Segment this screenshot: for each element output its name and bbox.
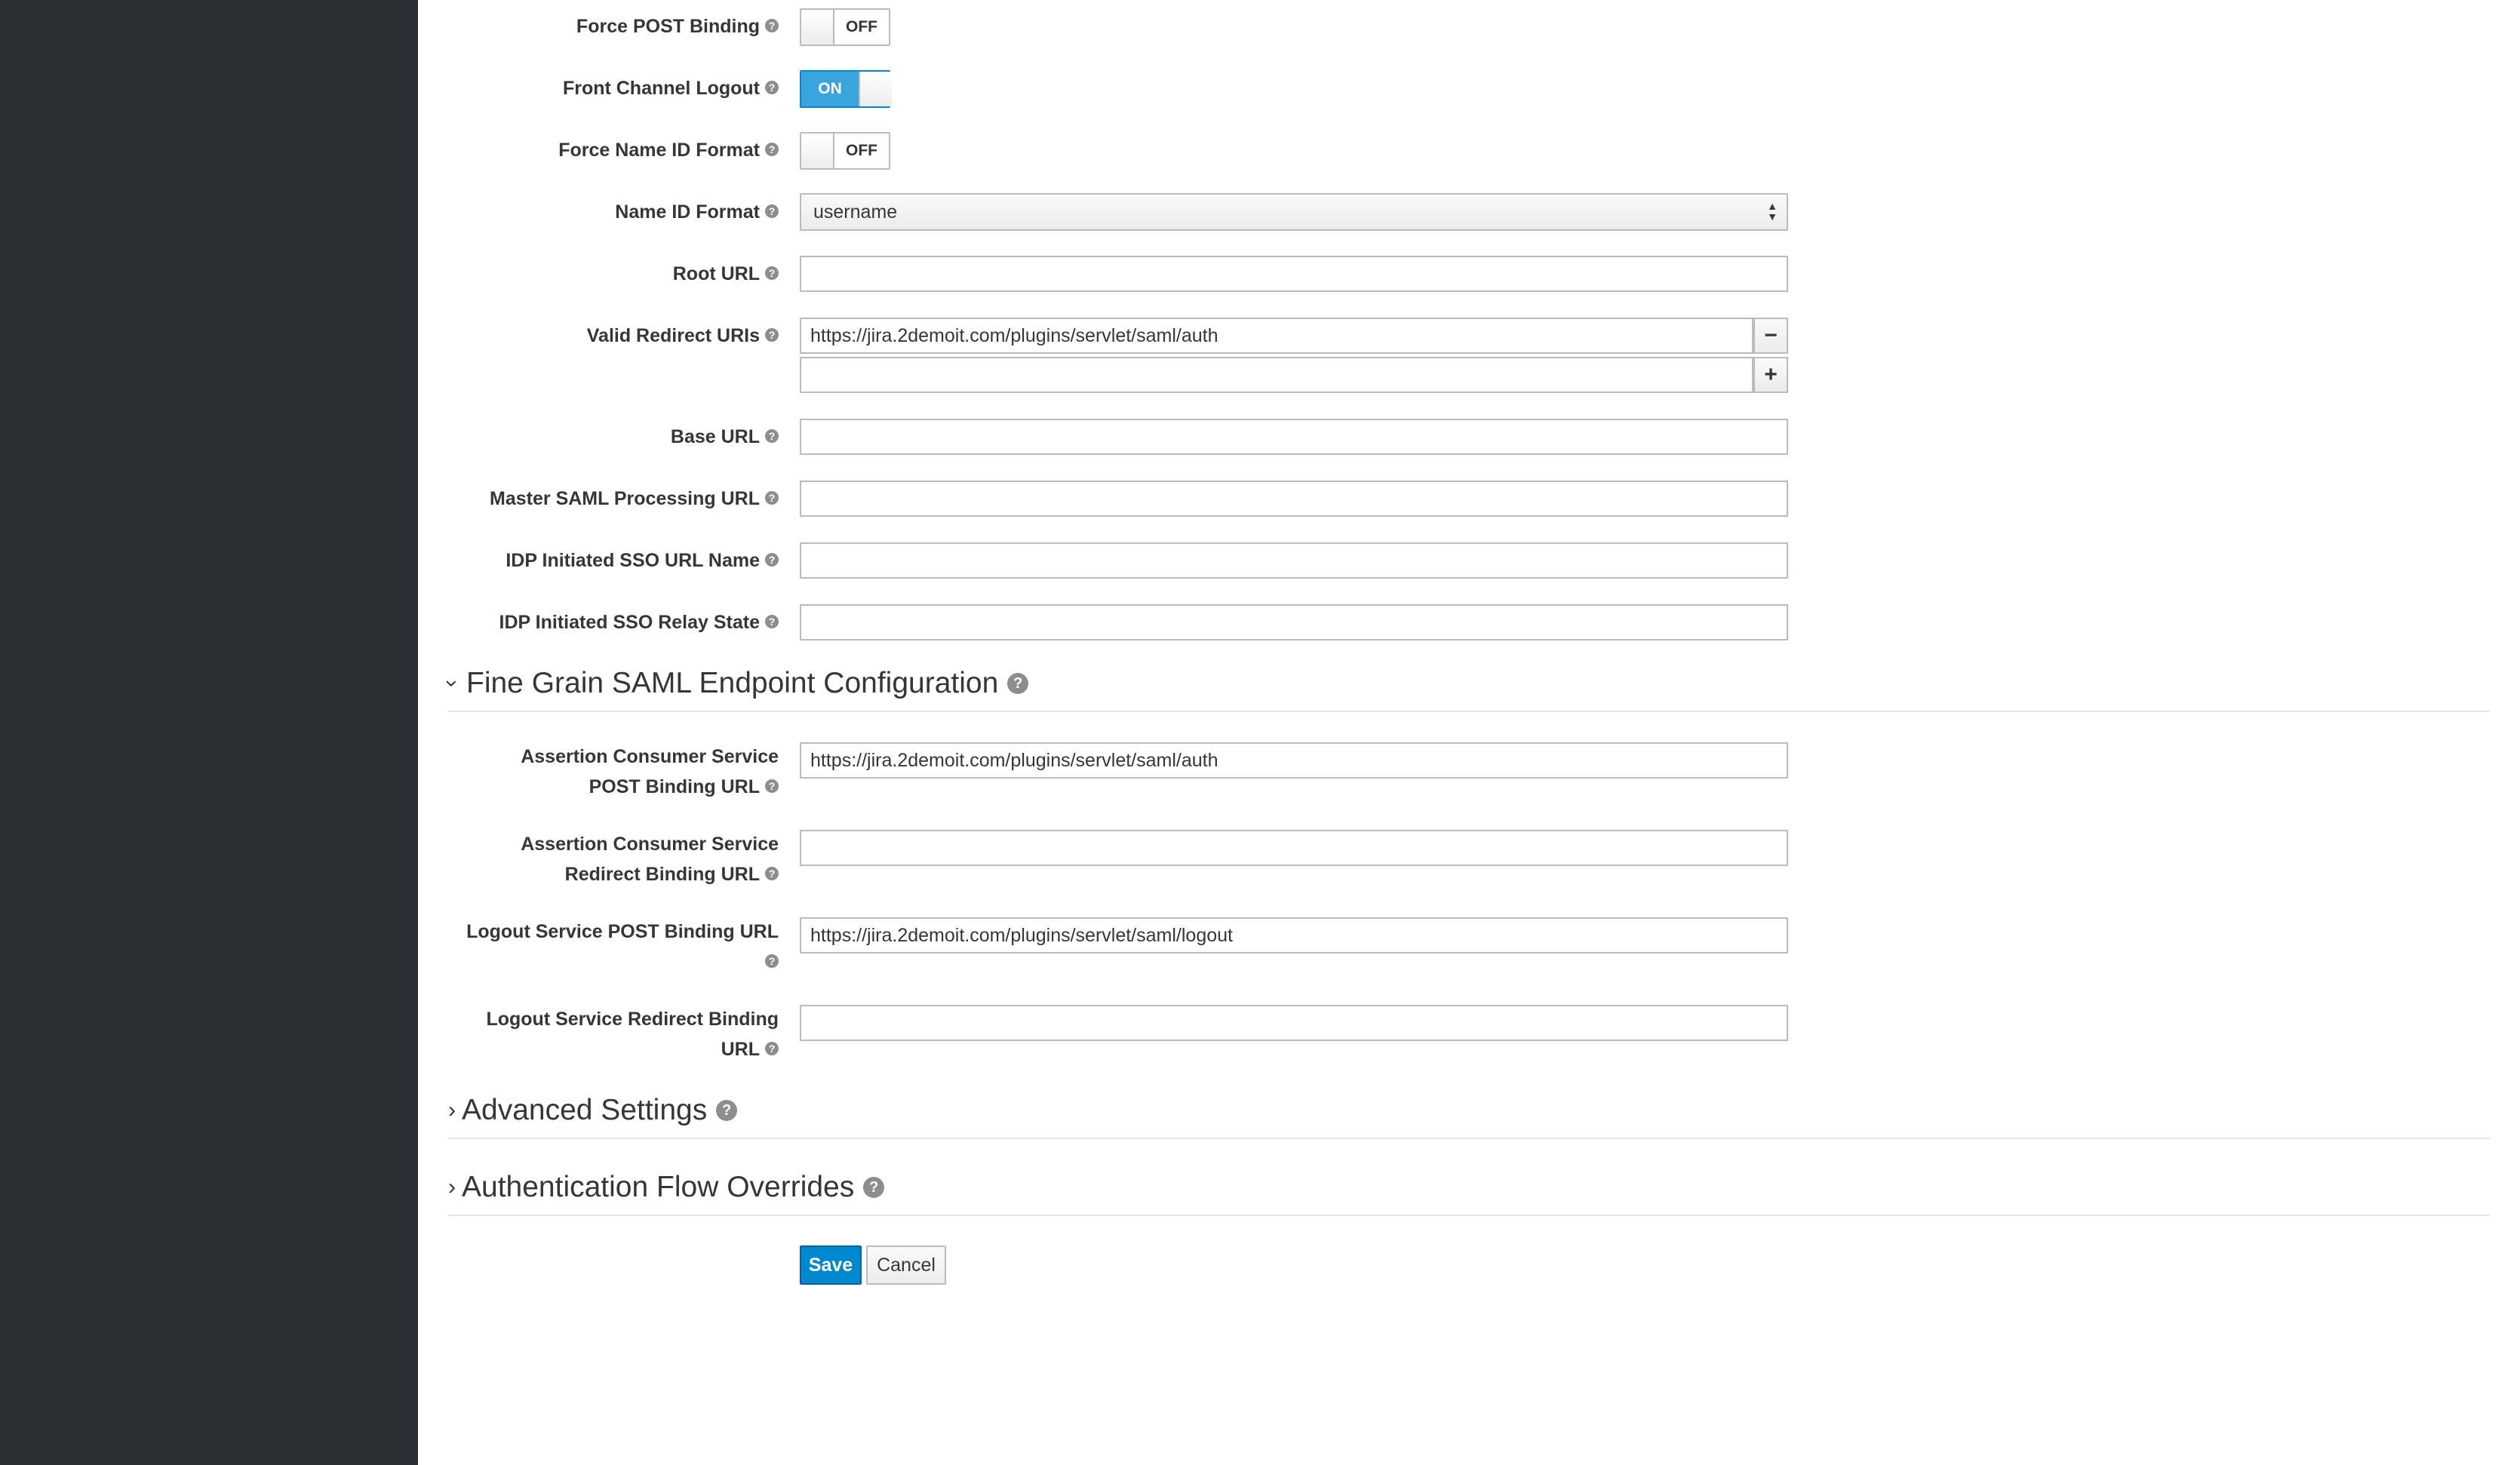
idp-sso-url-name-input[interactable] <box>800 542 1788 579</box>
help-icon[interactable]: ? <box>765 954 779 968</box>
cancel-button[interactable]: Cancel <box>866 1245 946 1285</box>
fine-grain-section-header[interactable] <box>440 667 2490 712</box>
chevron-right-icon: › <box>448 1175 456 1199</box>
acs-post-label-line1: Assertion Consumer Service <box>521 746 779 767</box>
idp-sso-relay-state-label: IDP Initiated SSO Relay State <box>499 612 760 633</box>
help-icon[interactable]: ? <box>765 429 779 443</box>
logout-post-binding-url-input[interactable]: https://jira.2demoit.com/plugins/servlet/saml/logout <box>800 917 1788 954</box>
help-icon[interactable]: ? <box>765 1042 779 1055</box>
redirect-uri-input[interactable] <box>800 357 1753 393</box>
chevron-down-icon: › <box>440 680 465 687</box>
advanced-settings-title: Advanced Settings <box>462 1094 708 1126</box>
toggle-knob <box>859 72 892 106</box>
help-icon[interactable]: ? <box>863 1177 884 1198</box>
help-icon[interactable]: ? <box>765 491 779 505</box>
force-post-binding-label: Force POST Binding <box>576 16 760 37</box>
toggle-state: OFF <box>846 142 877 159</box>
help-icon[interactable]: ? <box>765 615 779 628</box>
help-icon[interactable]: ? <box>765 19 779 32</box>
toggle-state: ON <box>801 72 859 106</box>
redirect-uri-input[interactable]: https://jira.2demoit.com/plugins/servlet/saml/auth <box>800 318 1753 354</box>
help-icon[interactable]: ? <box>765 266 779 280</box>
help-icon[interactable]: ? <box>765 779 779 793</box>
valid-redirect-uris-label: Valid Redirect URIs <box>586 325 760 346</box>
base-url-input[interactable] <box>800 419 1788 455</box>
remove-uri-button[interactable]: − <box>1753 318 1788 354</box>
acs-post-binding-url-input[interactable]: https://jira.2demoit.com/plugins/servlet/saml/auth <box>800 742 1788 779</box>
master-saml-processing-url-input[interactable] <box>800 481 1788 517</box>
help-icon[interactable]: ? <box>765 81 779 94</box>
logout-post-label-line1: Logout Service POST Binding URL <box>466 921 779 942</box>
logout-redirect-binding-url-input[interactable] <box>800 1005 1788 1041</box>
acs-redirect-binding-url-input[interactable] <box>800 830 1788 866</box>
help-icon[interactable]: ? <box>765 553 779 567</box>
toggle-state: OFF <box>846 18 877 35</box>
base-url-label: Base URL <box>670 426 760 447</box>
advanced-settings-section-header[interactable] <box>448 1094 2490 1139</box>
force-name-id-format-label: Force Name ID Format <box>558 140 760 161</box>
add-uri-button[interactable]: + <box>1753 357 1788 393</box>
auth-flow-overrides-title: Authentication Flow Overrides <box>462 1171 855 1203</box>
acs-post-label-line2: POST Binding URL <box>589 776 760 797</box>
help-icon[interactable]: ? <box>1007 673 1028 694</box>
force-name-id-format-toggle[interactable] <box>800 132 890 170</box>
master-saml-processing-url-label: Master SAML Processing URL <box>490 488 760 509</box>
logout-redirect-label-line2: URL <box>721 1039 760 1060</box>
help-icon[interactable]: ? <box>765 328 779 342</box>
toggle-knob <box>801 134 834 168</box>
select-value: username <box>813 201 898 223</box>
save-button[interactable]: Save <box>800 1245 862 1285</box>
logout-redirect-label-line1: Logout Service Redirect Binding <box>486 1009 779 1030</box>
acs-redirect-label-line1: Assertion Consumer Service <box>521 834 779 855</box>
front-channel-logout-toggle[interactable] <box>800 70 890 108</box>
help-icon[interactable]: ? <box>765 867 779 880</box>
auth-flow-overrides-section-header[interactable] <box>448 1171 2490 1216</box>
client-settings-form <box>418 0 2520 1465</box>
force-post-binding-toggle[interactable] <box>800 8 890 46</box>
help-icon[interactable]: ? <box>765 143 779 156</box>
sidebar <box>0 0 418 1465</box>
root-url-label: Root URL <box>672 263 760 284</box>
fine-grain-section-title: Fine Grain SAML Endpoint Configuration <box>466 667 999 699</box>
help-icon[interactable]: ? <box>716 1100 737 1121</box>
idp-sso-url-name-label: IDP Initiated SSO URL Name <box>506 550 760 571</box>
chevron-right-icon: › <box>448 1098 456 1123</box>
toggle-knob <box>801 10 834 45</box>
acs-redirect-label-line2: Redirect Binding URL <box>564 864 760 885</box>
name-id-format-select[interactable] <box>800 193 1788 231</box>
front-channel-logout-label: Front Channel Logout <box>562 78 760 99</box>
name-id-format-label: Name ID Format <box>615 201 760 223</box>
help-icon[interactable]: ? <box>765 204 779 218</box>
idp-sso-relay-state-input[interactable] <box>800 604 1788 640</box>
root-url-input[interactable] <box>800 256 1788 292</box>
select-arrows-icon: ▲ ▼ <box>1767 200 1778 223</box>
